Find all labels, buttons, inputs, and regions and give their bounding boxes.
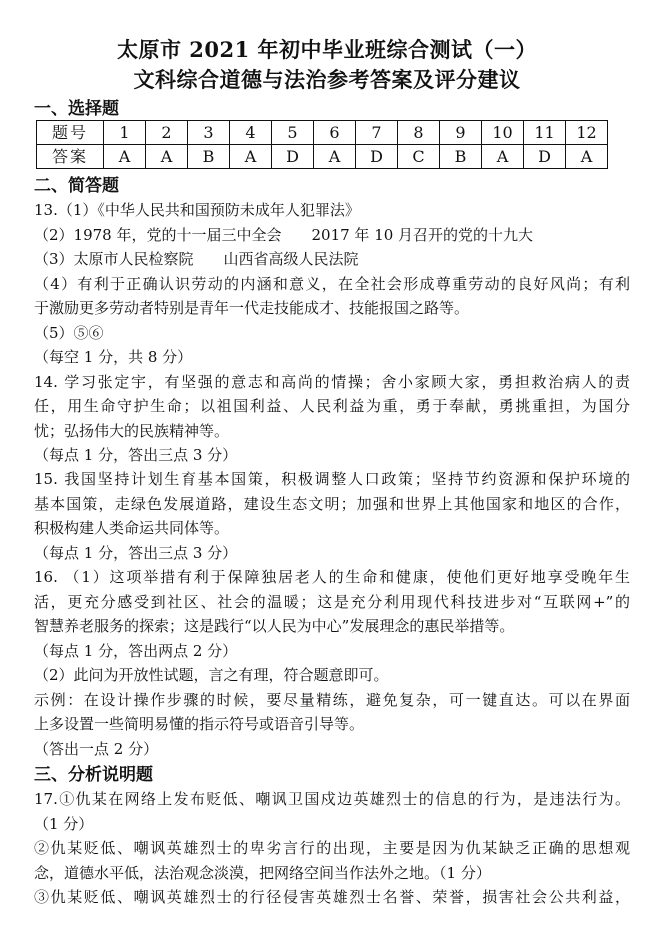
answer-line: 示例：在设计操作步骤的时候，要尽量精练，避免复杂，可一键直达。可以在界面 (34, 691, 630, 709)
table-cell: 1 (104, 121, 146, 145)
table-cell: 2 (146, 121, 188, 145)
table-row-header: 题号 (37, 121, 104, 145)
answer-line: 智慧养老服务的探索；这是践行“以人民为中心”发展理念的惠民举措等。 (34, 617, 515, 635)
table-cell: 7 (356, 121, 398, 145)
answer-line: 上多设置一些简明易懂的指示符号或语音引导等。 (34, 715, 365, 733)
answer-line: 14. 学习张定宇，有坚强的意志和高尚的情操；舍小家顾大家，勇担救治病人的责 (34, 373, 630, 391)
table-cell: D (524, 145, 566, 169)
score-note: （每点 1 分，答出三点 3 分） (34, 446, 238, 464)
table-cell: D (356, 145, 398, 169)
table-row-answers (37, 145, 608, 169)
section-heading-choice: 一、选择题 (34, 99, 119, 119)
score-note: （每点 1 分，答出三点 3 分） (34, 544, 238, 562)
answer-line: ②仇某贬低、嘲讽英雄烈士的卑劣言行的出现，主要是因为仇某缺乏正确的思想观 (34, 839, 630, 857)
score-note: （1 分） (34, 815, 94, 833)
table-cell: B (440, 145, 482, 169)
table-cell: 9 (440, 121, 482, 145)
section-heading-short-answer: 二、简答题 (34, 176, 119, 196)
table-cell: 5 (272, 121, 314, 145)
table-cell: 6 (314, 121, 356, 145)
answer-line: （4）有利于正确认识劳动的内涵和意义，在全社会形成尊重劳动的良好风尚；有利 (34, 275, 630, 293)
answer-line: 13.（1）《中华人民共和国预防未成年人犯罪法》 (34, 201, 360, 219)
score-note: （答出一点 2 分） (34, 740, 159, 758)
answer-line: （5）⑤⑥ (34, 324, 104, 342)
answer-line: 16. （1）这项举措有利于保障独居老人的生命和健康，使他们更好地享受晚年生 (34, 568, 630, 586)
answer-line: （2）此问为开放性试题，言之有理，符合题意即可。 (34, 666, 389, 684)
table-cell: 8 (398, 121, 440, 145)
table-cell: 11 (524, 121, 566, 145)
table-cell: A (314, 145, 356, 169)
answer-line: （2）1978 年，党的十一届三中全会 2017 年 10 月召开的党的十九大 (34, 226, 534, 244)
table-cell: 3 (188, 121, 230, 145)
answer-line: 15. 我国坚持计划生育基本国策，积极调整人口政策；坚持节约资源和保护环境的 (34, 470, 630, 488)
section-heading-analysis: 三、分析说明题 (34, 765, 153, 785)
table-cell: A (230, 145, 272, 169)
answer-line: 于激励更多劳动者特别是青年一代走技能成才、技能报国之路等。 (34, 299, 470, 317)
table-cell: A (566, 145, 608, 169)
table-cell: B (188, 145, 230, 169)
answer-line: 忧；弘扬伟大的民族精神等。 (34, 422, 230, 440)
answer-line: 活，更充分感受到社区、社会的温暖；这是充分利用现代科技进步对“互联网+”的 (34, 593, 630, 611)
table-cell: A (146, 145, 188, 169)
answer-line: 积极构建人类命运共同体等。 (34, 519, 230, 537)
answer-line: 17.①仇某在网络上发布贬低、嘲讽卫国戍边英雄烈士的信息的行为，是违法行为。 (34, 790, 630, 808)
table-cell: 10 (482, 121, 524, 145)
table-row-numbers (37, 121, 608, 145)
answer-line: 念，道德水平低，法治观念淡漠，把网络空间当作法外之地。（1 分） (34, 864, 491, 882)
answer-line: 基本国策，走绿色发展道路，建设生态文明；加强和世界上其他国家和地区的合作， (34, 495, 630, 513)
table-cell: D (272, 145, 314, 169)
page-title: 太原市 2021 年初中毕业班综合测试（一） (116, 37, 538, 62)
table-cell: A (104, 145, 146, 169)
page-subtitle: 文科综合道德与法治参考答案及评分建议 (133, 67, 521, 92)
answer-line: （3）太原市人民检察院 山西省高级人民法院 (34, 250, 359, 268)
table-cell: 12 (566, 121, 608, 145)
table-cell: 4 (230, 121, 272, 145)
answer-table (36, 120, 608, 169)
score-note: （每点 1 分，答出两点 2 分） (34, 642, 238, 660)
table-cell: A (482, 145, 524, 169)
score-note: （每空 1 分，共 8 分） (34, 348, 193, 366)
answer-line: 任，用生命守护生命；以祖国利益、人民利益为重，勇于奉献，勇挑重担，为国分 (34, 397, 630, 415)
answer-line: ③仇某贬低、嘲讽英雄烈士的行径侵害英雄烈士名誉、荣誉，损害社会公共利益， (34, 888, 630, 906)
table-row-header: 答案 (37, 145, 104, 169)
table-cell: C (398, 145, 440, 169)
